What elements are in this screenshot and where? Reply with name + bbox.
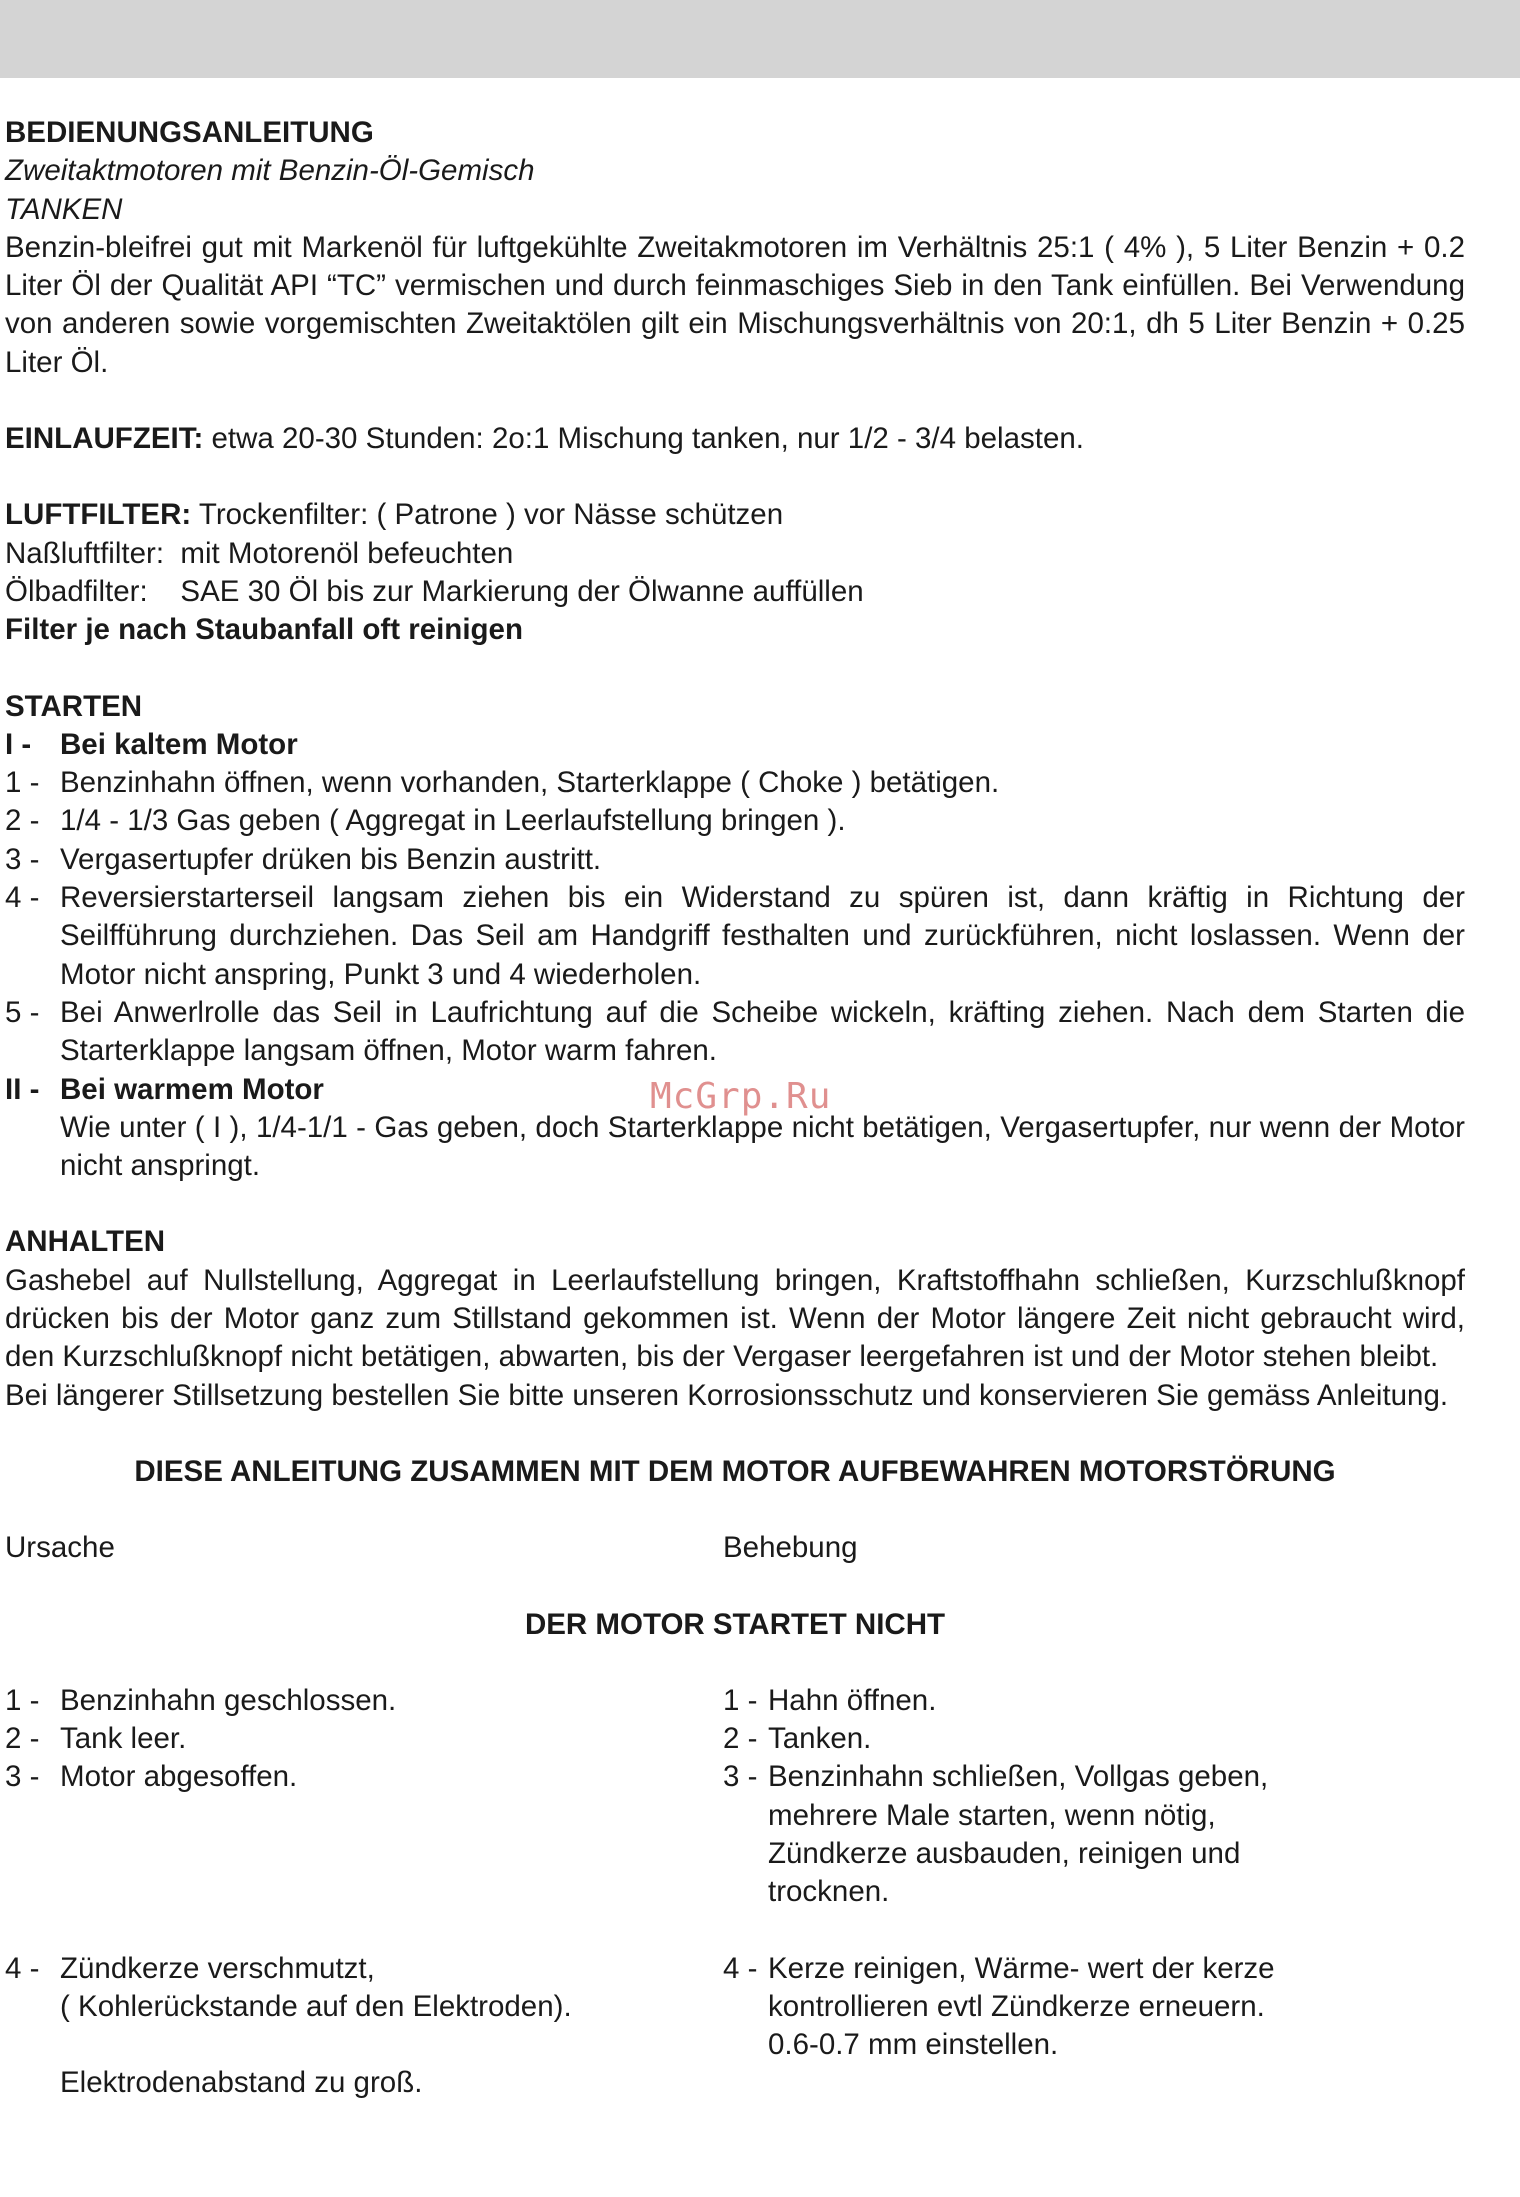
anhalten-heading: ANHALTEN: [5, 1225, 166, 1259]
cause-text: Benzinhahn geschlossen.: [60, 1683, 397, 1717]
fix-item: [723, 1682, 1465, 1720]
step-text: Benzinhahn öffnen, wenn vorhanden, Starterklappe ( Choke ) betätigen.: [60, 766, 1000, 800]
cold-title: Bei kaltem Motor: [60, 727, 298, 761]
oelbadfilter-line: Ölbadfilter: SAE 30 Öl bis zur Markierung der Ölwanne auffüllen: [5, 574, 864, 608]
step-num: 4 -: [5, 881, 40, 915]
banner-heading: DIESE ANLEITUNG ZUSAMMEN MIT DEM MOTOR AUFBEWAHREN MOTORSTÖRUNG: [134, 1454, 1336, 1488]
einlaufzeit-line: [5, 420, 1465, 458]
cause-detail: [5, 1988, 723, 2026]
fix-detail-text: 0.6-0.7 mm einstellen.: [768, 2028, 1059, 2062]
fix-num: 4 -: [723, 1951, 758, 1985]
tanken-text: Benzin-bleifrei gut mit Markenöl für luftgekühlte Zweitakmotoren im Verhältnis 25:1 ( 4% ), 5 Liter Benzin + 0.2 Liter Öl der Qualität API “TC” vermischen und durch feinmaschiges Sieb in den Tank einfüllen. Bei Verwendung von anderen sowie vorgemischten Zweitaktölen gilt ein Mischungsverhältnis von 20:1, dh 5 Liter Benzin + 0.25 Liter Öl.: [5, 230, 1465, 379]
start-step: [5, 841, 1465, 879]
fix-item: [723, 1758, 1465, 1911]
cause-item: [5, 1720, 723, 1758]
fix-4: [723, 1950, 1465, 2103]
start-step: [5, 802, 1465, 840]
fix-text: Kerze reinigen, Wärme- wert der kerze kontrollieren evtl Zündkerze erneuern.: [768, 1951, 1275, 2023]
fix-num: 2 -: [723, 1722, 758, 1756]
step-num: 1 -: [5, 766, 40, 800]
cause-item: [5, 1682, 723, 1720]
filter-note: Filter je nach Staubanfall oft reinigen: [5, 613, 523, 647]
cause-num: 2 -: [5, 1722, 40, 1756]
document-title: BEDIENUNGSANLEITUNG: [5, 116, 374, 149]
start-step: [5, 764, 1465, 802]
fix-text: Hahn öffnen.: [768, 1683, 937, 1717]
anhalten-paragraph-1: Gashebel auf Nullstellung, Aggregat in Leerlaufstellung bringen, Kraftstoffhahn schließen, Kurzschlußknopf drücken bis der Motor ganz zum Stillstand gekommen ist. Wenn der Motor längere Zeit nicht gebraucht wird, den Kurzschlußknopf nicht betätigen, abwarten, bis der Vergaser leergefahren ist und der Motor stehen bleibt.: [5, 1263, 1465, 1374]
cause-text: Zündkerze verschmutzt,: [60, 1951, 375, 1985]
tanken-heading: TANKEN: [5, 192, 123, 226]
header-bar: [0, 0, 1520, 78]
warm-num: II -: [5, 1072, 40, 1106]
step-text: 1/4 - 1/3 Gas geben ( Aggregat in Leerlaufstellung bringen ).: [60, 804, 846, 838]
fix-detail: [723, 2026, 1465, 2064]
fix-item: [723, 1720, 1465, 1758]
cold-motor-heading: [5, 726, 1465, 764]
anhalten-paragraph-2: Bei längerer Stillsetzung bestellen Sie bitte unseren Korrosionsschutz und konservieren Sie gemäss Anleitung.: [5, 1378, 1449, 1412]
cause-num: 1 -: [5, 1683, 40, 1717]
cause-column-header: Ursache: [5, 1531, 115, 1565]
fix-num: 1 -: [723, 1683, 758, 1717]
luftfilter-text: Trockenfilter: ( Patrone ) vor Nässe schützen: [191, 498, 784, 532]
document-subtitle: Zweitaktmotoren mit Benzin-Öl-Gemisch: [5, 154, 535, 188]
cause-item: [5, 1758, 723, 1796]
cold-num: I -: [5, 727, 32, 761]
cause-detail-text: Elektrodenabstand zu groß.: [60, 2066, 423, 2100]
fix-num: 3 -: [723, 1760, 758, 1794]
fix-item: [723, 1950, 1465, 2027]
cause-text: Tank leer.: [60, 1722, 187, 1756]
warm-title: Bei warmem Motor: [60, 1072, 324, 1106]
step-text: Vergasertupfer drüken bis Benzin austritt.: [60, 842, 602, 876]
step-text: Bei Anwerlrolle das Seil in Laufrichtung auf die Scheibe wickeln, kräfting ziehen. Nach dem Starten die Starterklappe langsam öffnen, Motor warm fahren.: [60, 995, 1465, 1068]
cause-text: Motor abgesoffen.: [60, 1760, 298, 1794]
causes-column: [5, 1682, 723, 1912]
starten-heading: STARTEN: [5, 689, 143, 723]
motor-startet-nicht-heading: DER MOTOR STARTET NICHT: [524, 1607, 946, 1641]
cause-detail: [5, 2064, 723, 2102]
luftfilter-line: [5, 496, 1465, 534]
start-step: [5, 879, 1465, 994]
einlaufzeit-text: etwa 20-30 Stunden: 2o:1 Mischung tanken, nur 1/2 - 3/4 belasten.: [203, 422, 1084, 456]
watermark: McGrp.Ru: [650, 1076, 832, 1117]
warm-motor-text-row: [5, 1109, 1465, 1186]
luftfilter-label: LUFTFILTER:: [5, 498, 192, 532]
cause-num: 3 -: [5, 1760, 40, 1794]
step-text: Reversierstarterseil langsam ziehen bis ein Widerstand zu spüren ist, dann kräftig in Richtung der Seilfführung durchziehen. Das Seil am Handgriff festhalten und zurückführen, nicht loslassen. Wenn der Motor nicht anspring, Punkt 3 und 4 wiederholen.: [60, 881, 1465, 991]
cause-item: [5, 1950, 723, 1988]
fixes-column: [723, 1682, 1465, 1912]
nassluftfilter-line: Naßluftfilter: mit Motorenöl befeuchten: [5, 536, 514, 570]
cause-4: [5, 1950, 723, 2103]
cause-spacer: [5, 2026, 723, 2064]
einlaufzeit-label: EINLAUFZEIT:: [5, 422, 204, 456]
cause-num: 4 -: [5, 1951, 40, 1985]
fix-text: Tanken.: [768, 1722, 872, 1756]
step-num: 2 -: [5, 804, 40, 838]
fix-text: Benzinhahn schließen, Vollgas geben, mehrere Male starten, wenn nötig, Zündkerze ausbauden, reinigen und trocknen.: [768, 1760, 1269, 1909]
start-step: [5, 994, 1465, 1071]
cause-detail-text: ( Kohlerückstande auf den Elektroden).: [60, 1989, 572, 2023]
warm-text: Wie unter ( I ), 1/4-1/1 - Gas geben, doch Starterklappe nicht betätigen, Vergasertupfer, nur wenn der Motor nicht anspringt.: [60, 1110, 1465, 1183]
step-num: 5 -: [5, 995, 40, 1029]
troubleshoot-block-4: [5, 1950, 1465, 2103]
column-headers: [5, 1529, 1465, 1567]
step-num: 3 -: [5, 842, 40, 876]
fix-column-header: Behebung: [723, 1531, 858, 1565]
troubleshoot-block-1-3: [5, 1682, 1465, 1912]
